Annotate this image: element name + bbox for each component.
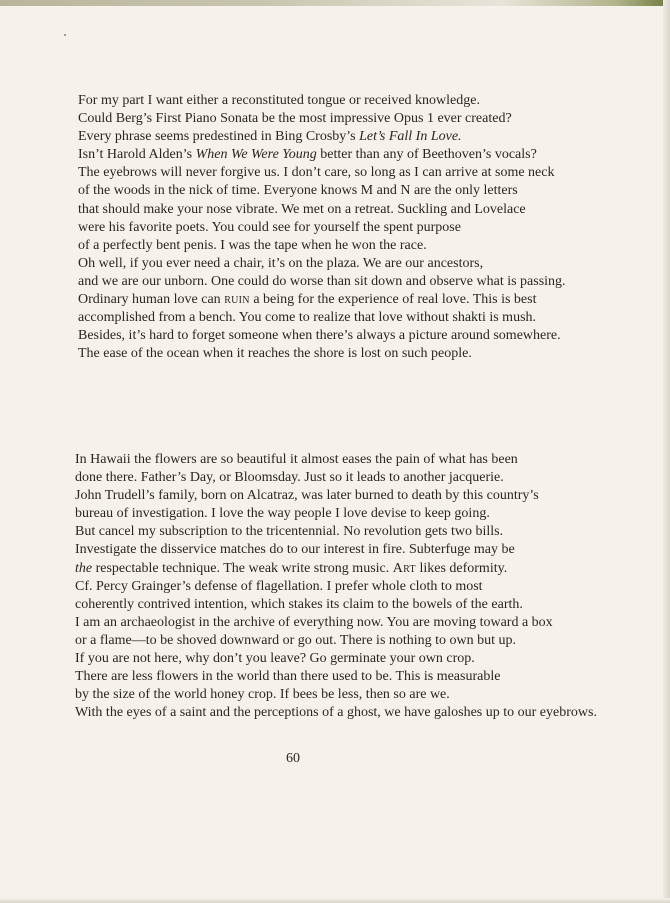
poem-line: done there. Father’s Day, or Bloomsday. Just so it leads to another jacquerie. [75,470,504,486]
poem-line: Could Berg’s First Piano Sonata be the most impressive Opus 1 ever created? [78,111,512,127]
poem-line: coherently contrived intention, which stakes its claim to the bowels of the earth. [75,596,523,612]
poem-line: If you are not here, why don’t you leave? Go germinate your own crop. [75,651,475,667]
poem-line: of the woods in the nick of time. Everyone knows M and N are the only letters [78,183,518,199]
poem-line: that should make your nose vibrate. We met on a retreat. Suckling and Lovelace [78,201,526,217]
poem-line: With the eyes of a saint and the perceptions of a ghost, we have galoshes up to our eyebrows. [75,705,597,721]
paper-speck [64,34,66,36]
poem-line: The eyebrows will never forgive us. I don’t care, so long as I can arrive at some neck [78,165,555,181]
poem-line: by the size of the world honey crop. If bees be less, then so are we. [75,687,450,703]
poem-line: I am an archaeologist in the archive of everything now. You are moving toward a box [75,614,553,630]
poem-line: There are less flowers in the world than there used to be. This is measurable [75,669,501,685]
page-number: 60 [286,751,300,766]
italic-title: When We Were Young [195,147,317,163]
poem-line: were his favorite poets. You could see for yourself the spent purpose [78,219,461,235]
poem-stanza-1 [78,92,566,363]
scan-edge-right [663,0,670,903]
poem-line: In Hawaii the flowers are so beautiful it almost eases the pain of what has been [75,452,518,467]
poem-line: Investigate the disservice matches do to our interest in fire. Subterfuge may be [75,542,515,558]
scan-edge-top [0,0,670,6]
poem-line: Isn’t Harold Alden’s When We Were Young better than any of Beethoven’s vocals? [78,147,537,163]
poem-line: Besides, it’s hard to forget someone when there’s always a picture around somewhere. [78,328,561,344]
poem-line: Every phrase seems predestined in Bing Crosby’s Let’s Fall In Love. [78,129,462,145]
italic-title: the [75,560,93,576]
poem-line: and we are our unborn. One could do worse than sit down and observe what is passing. [78,273,566,289]
italic-title: Let’s Fall In Love. [359,129,462,145]
poem-line: John Trudell’s family, born on Alcatraz, was later burned to death by this country’s [75,488,539,504]
poem-stanza-2 [75,451,597,722]
poem-line: accomplished from a bench. You come to realize that love without shakti is mush. [78,310,537,326]
poem-line: But cancel my subscription to the tricentennial. No revolution gets two bills. [75,524,504,540]
scan-edge-bottom [0,898,670,903]
poem-line: Cf. Percy Grainger’s defense of flagellation. I prefer whole cloth to most [75,578,483,594]
poem-line: or a flame—to be shoved downward or go out. There is nothing to own but up. [75,632,517,648]
poem-line: The ease of the ocean when it reaches the shore is lost on such people. [78,346,472,362]
poem-line: Ordinary human love can ruin a being for the experience of real love. This is best [78,292,537,308]
poem-line: bureau of investigation. I love the way people I love devise to keep going. [75,506,490,522]
small-caps-word: Art [392,560,416,576]
poem-line: Oh well, if you ever need a chair, it’s on the plaza. We are our ancestors, [78,255,484,271]
poem-line: of a perfectly bent penis. I was the tape when he won the race. [78,237,427,253]
small-caps-word: ruin [224,292,250,308]
poem-line: For my part I want either a reconstituted tongue or received knowledge. [78,93,480,108]
poem-line: the respectable technique. The weak write strong music. Art likes deformity. [75,560,508,576]
